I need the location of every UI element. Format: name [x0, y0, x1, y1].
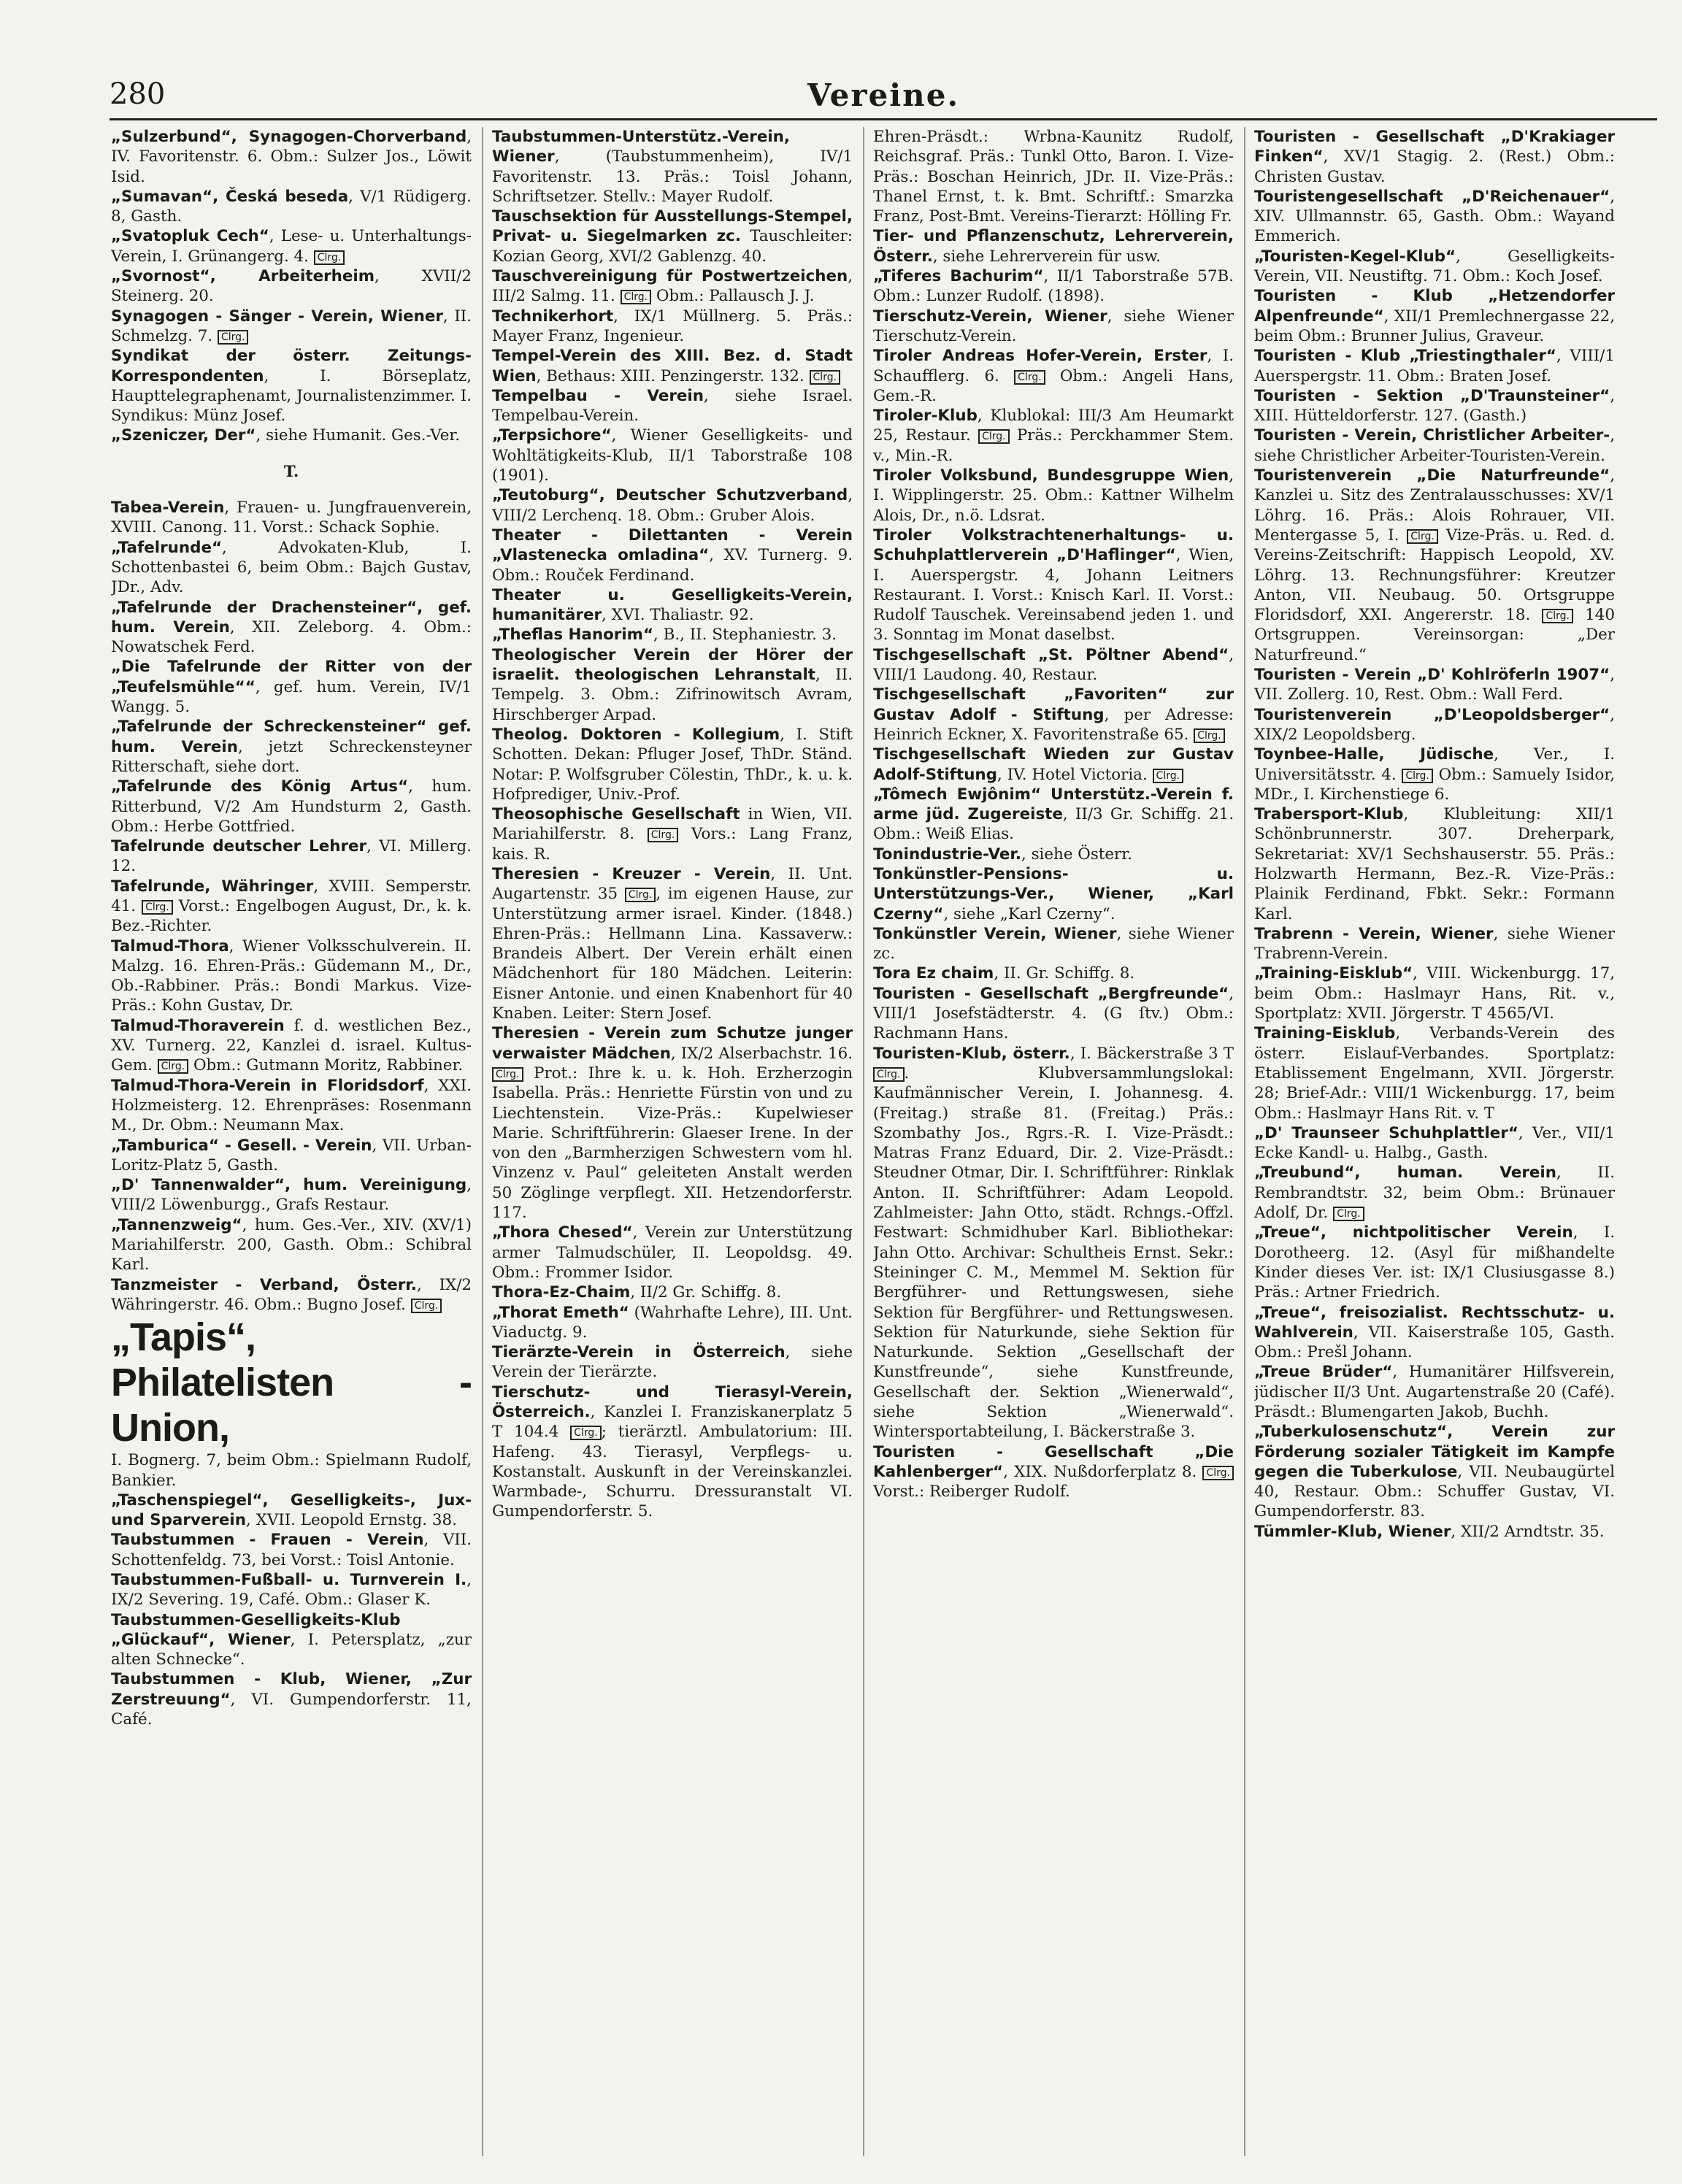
directory-entry: „Tuberkulosenschutz“, Verein zur Förderung sozialer Tätigkeit im Kampfe gegen die Tuberkulose, VII. Neubaugürtel 40, Restaur. Obm.: Schuffer Gustav, VI. Gumpendorferstr. 83.: [1254, 1423, 1615, 1521]
directory-entry: Tiroler Volksbund, Bundesgruppe Wien, I. Wipplingerstr. 25. Obm.: Kattner Wilhelm Alois, Dr., n.ö. Ldsrat.: [873, 466, 1234, 525]
directory-entry: Tiroler Andreas Hofer-Verein, Erster, I. Schaufflerg. 6. Clrg. Obm.: Angeli Hans, Gem.-R.: [873, 346, 1234, 406]
column-divider: [1244, 127, 1245, 2156]
clearing-badge: [1333, 1207, 1364, 1221]
directory-entry: Touristen - Gesellschaft „Bergfreunde“, VIII/1 Josefstädterstr. 4. (G ſtv.) Obm.: Rachmann Hans.: [873, 984, 1234, 1043]
clearing-badge: [492, 1067, 523, 1082]
directory-entry: Theresien - Verein zum Schutze junger verwaister Mädchen, IX/2 Alserbachstr. 16. Clrg. Prot.: Ihre k. u. k. Hoh. Erzherzogin Isabella. Präs.: Henriette Fürstin von und zu Liechtenstein. Vize-Präs.: Kupelwieser Marie. Schriftführerin: Glaeser Irene. In der von den „Barmherzigen Schwestern vom hl. Vinzenz v. Paul“ geleiteten Anstalt werden 50 Zöglinge verpflegt. XII. Hetzendorferstr. 117.: [492, 1023, 853, 1223]
clearing-badge: [873, 1067, 905, 1082]
clearing-badge: [810, 370, 841, 385]
directory-entry: Tierschutz- und Tierasyl-Verein, Österreich., Kanzlei I. Franziskanerplatz 5 T 104.4 Clrg.; tierärztl. Ambulatorium: III. Hafeng. 43. Tierasyl, Verpflegs- u. Kostanstalt. Auskunft in der Vereinskanzlei. Warmbade-, Schurru. Dressuranstalt VI. Gumpendorferstr. 5.: [492, 1383, 853, 1522]
running-title: Vereine.: [807, 77, 960, 113]
directory-entry: „Sulzerbund“, Synagogen-Chorverband, IV. Favoritenstr. 6. Obm.: Sulzer Jos., Löwit Isid.: [111, 128, 472, 186]
directory-entry: Tierärzte-Verein in Österreich, siehe Verein der Tierärzte.: [492, 1343, 853, 1382]
directory-entry: Tümmler-Klub, Wiener, XII/2 Arndtstr. 35.: [1254, 1522, 1605, 1541]
column-divider: [863, 127, 864, 2156]
directory-entry: Touristenverein „D'Leopoldsberger“, XIX/2 Leopoldsberg.: [1254, 705, 1615, 744]
directory-entry: Taubstummen-Fußball- u. Turnverein I., IX/2 Severing. 19, Café. Obm.: Glaser K.: [111, 1571, 472, 1610]
clearing-badge: [1014, 370, 1045, 385]
clearing-badge: [142, 900, 173, 915]
clearing-badge: [1402, 769, 1433, 783]
directory-entry: „Thora Chesed“, Verein zur Unterstützung armer Talmudschüler, II. Leopoldsg. 49. Obm.: Frommer Isidor.: [492, 1223, 853, 1282]
directory-entry: Talmud-Thora-Verein in Floridsdorf, XXI. Holzmeisterg. 12. Ehrenpräses: Rosenmann M., Dr. Obm.: Neumann Max.: [111, 1076, 472, 1135]
clearing-badge: [1194, 728, 1225, 743]
directory-entry: Touristen - Sektion „D'Traunsteiner“, XIII. Hütteldorferstr. 127. (Gasth.): [1254, 386, 1615, 426]
directory-entry: „Tannenzweig“, hum. Ges.-Ver., XIV. (XV/1) Mariahilferstr. 200, Gasth. Obm.: Schibral Karl.: [111, 1215, 472, 1274]
directory-entry: Training-Eisklub, Verbands-Verein des österr. Eislauf-Verbandes. Sportplatz: Etablissement Engelmann, XVII. Jörgerstr. 28; Brief-Adr.: VIII/1 Wickenburgg. 17, beim Obm.: Haslmayr Hans Rit. v. T: [1254, 1024, 1615, 1123]
clearing-badge: [218, 330, 249, 345]
directory-entry: „Tamburica“ - Gesell. - Verein, VII. Urban-Loritz-Platz 5, Gasth.: [111, 1136, 472, 1174]
directory-entry: Theolog. Doktoren - Kollegium, I. Stift Schotten. Dekan: Pfluger Josef, ThDr. Ständ. Notar: P. Wolfsgruber Cölestin, ThDr., k. u. k. Hofprediger, Univ.-Prof.: [492, 725, 853, 804]
clearing-badge: [648, 828, 679, 842]
directory-entry: Theater - Dilettanten - Verein „Vlastenecka omladina“, XV. Turnerg. 9. Obm.: Rouček Ferdinand.: [492, 526, 853, 585]
directory-entry: „Treubund“, human. Verein, II. Rembrandtstr. 32, beim Obm.: Brünauer Adolf, Dr. Clrg.: [1254, 1163, 1615, 1223]
directory-entry: „Szeniczer, Der“, siehe Humanit. Ges.-Ver.: [111, 426, 461, 445]
directory-entry: Tischgesellschaft „St. Pöltner Abend“, VIII/1 Laudong. 40, Restaur.: [873, 645, 1234, 685]
directory-entry: Tiroler-Klub, Klublokal: III/3 Am Heumarkt 25, Restaur. Clrg. Präs.: Perckhammer Stem. v., Min.-R.: [873, 406, 1234, 466]
directory-entry: „Theflas Hanorim“, B., II. Stephaniestr. 3.: [492, 626, 837, 645]
directory-entry: Talmud-Thora, Wiener Volksschulverein. II. Malzg. 16. Ehren-Präs.: Güdemann M., Dr., Ob.-Rabbiner. Präs.: Bondi Markus. Vize-Präs.: Kohn Gustav, Dr.: [111, 937, 472, 1015]
directory-entry: „Tapis“, Philatelisten - Union,: [111, 1315, 472, 1450]
directory-entry: Taubstummen-Geselligkeits-Klub „Glückauf“, Wiener, I. Petersplatz, „zur alten Schnecke“.: [111, 1610, 472, 1669]
directory-entry: Tonindustrie-Ver., siehe Österr.: [873, 845, 1132, 864]
directory-entry: Tischgesellschaft Wieden zur Gustav Adolf-Stiftung, IV. Hotel Victoria. Clrg.: [873, 745, 1234, 785]
clearing-badge: [411, 1299, 442, 1313]
directory-entry: Tafelrunde deutscher Lehrer, VI. Millerg. 12.: [111, 837, 472, 876]
directory-entry: T.: [283, 462, 299, 481]
directory-entry: „Svornost“, Arbeiterheim, XVII/2 Steinerg. 20.: [111, 267, 472, 306]
directory-entry: Thora-Ez-Chaim, II/2 Gr. Schiffg. 8.: [492, 1283, 782, 1302]
clearing-badge: [158, 1059, 189, 1074]
directory-entry: Synagogen - Sänger - Verein, Wiener, II. Schmelzg. 7. Clrg.: [111, 307, 472, 347]
column-2: [492, 127, 853, 2156]
directory-entry: Touristen-Klub, österr., I. Bäckerstraße 3 T Clrg.. Klubversammlungslokal: Kaufmännischer Verein, I. Johannesg. 4. (Freitag.) straße 81. (Freitag.) Präs.: Szombathy Jos., Rgrs.-R. I. Vize-Präsdt.: Matras Franz Eduard, Dir. 2. Vize-Präsdt.: Steudner Otmar, Dir. I. Schriftführer: Rinklak Anton. II. Schriftführer: Adam Leopold. Zahlmeister: Jahn Otto, städt. Rchngs.-Offzl. Festwart: Schmidhuber Karl. Bibliothekar: Jahn Otto. Archivar: Schultheis Ernst. Sekr.: Steininger C. M., Memmel M. Sektion für Bergführer- und Rettungswesen, siehe Sektion für Bergführer- und Rettungswesen. Sektion für Naturkunde, siehe Sektion für Naturkunde. Sektion „Gesellschaft der Kunstfreunde“, siehe Kunstfreunde, Gesellschaft der. Sektion „Wienerwald“, siehe Sektion „Wienerwald“. Wintersportabteilung, I. Bäckerstraße 3.: [873, 1044, 1234, 1442]
directory-entry: Tischgesellschaft „Favoriten“ zur Gustav Adolf - Stiftung, per Adresse: Heinrich Eckner, X. Favoritenstraße 65. Clrg.: [873, 685, 1234, 745]
directory-entry: „D' Tannenwalder“, hum. Vereinigung, VIII/2 Löwenburgg., Grafs Restaur.: [111, 1176, 472, 1215]
directory-entry: Trabersport-Klub, Klubleitung: XII/1 Schönbrunnerstr. 307. Dreherpark, Sekretariat: XV/1 Sechshauserstr. 55. Präs.: Holzwarth Hermann, Bez.-R. Vize-Präs.: Plainik Ferdinand, Fbkt. Sekr.: Formann Karl.: [1254, 805, 1615, 923]
directory-entry: Tierschutz-Verein, Wiener, siehe Wiener Tierschutz-Verein.: [873, 307, 1234, 345]
clearing-badge: [570, 1426, 602, 1440]
directory-entry: Tabea-Verein, Frauen- u. Jungfrauenverein, XVIII. Canong. 11. Vorst.: Schack Sophie.: [111, 499, 472, 537]
column-4: [1254, 127, 1615, 2156]
directory-entry: Touristen - Gesellschaft „D'Krakiager Finken“, XV/1 Stagig. 2. (Rest.) Obm.: Christen Gustav.: [1254, 128, 1615, 186]
directory-entry: Theologischer Verein der Hörer der israelit. theologischen Lehranstalt, II. Tempelg. 3. Obm.: Zifrinowitsch Avram, Hirschberger Arpad.: [492, 645, 853, 724]
header-rule: [110, 118, 1657, 120]
directory-entry: Touristen - Klub „Triestingthaler“, VIII/1 Auerspergstr. 11. Obm.: Braten Josef.: [1254, 347, 1615, 385]
directory-entry: „Tômech Ewjônim“ Unterstütz.-Verein f. arme jüd. Zugereiste, II/3 Gr. Schiffg. 21. Obm.: Weiß Elias.: [873, 785, 1234, 844]
directory-entry: Touristen - Verein, Christlicher Arbeiter-, siehe Christlicher Arbeiter-Touristen-Verein.: [1254, 426, 1615, 465]
page-number: 280: [110, 77, 166, 111]
column-3: [873, 127, 1234, 2156]
directory-entry: „Die Tafelrunde der Ritter von der „Teufelsmühle““, gef. hum. Verein, IV/1 Wangg. 5.: [111, 658, 472, 717]
clearing-badge: [621, 290, 652, 304]
clearing-badge: [625, 888, 656, 902]
directory-entry: „Treue Brüder“, Humanitärer Hilfsverein, jüdischer II/3 Unt. Augartenstraße 20 (Café). Präsdt.: Blumengarten Jakob, Buchh.: [1254, 1363, 1615, 1421]
directory-entry: Tanzmeister - Verband, Österr., IX/2 Währingerstr. 46. Obm.: Bugno Josef. Clrg.: [111, 1275, 472, 1315]
clearing-badge: [978, 429, 1010, 444]
directory-entry: Tonkünstler-Pensions- u. Unterstützungs-Ver., Wiener, „Karl Czerny“, siehe „Karl Czerny“.: [873, 864, 1234, 923]
directory-entry: Taubstummen - Frauen - Verein, VII. Schottenfeldg. 73, bei Vorst.: Toisl Antonie.: [111, 1531, 472, 1569]
directory-entry: Theresien - Kreuzer - Verein, II. Unt. Augartenstr. 35 Clrg., im eigenen Hause, zur Unterstützung armer israel. Kinder. (1848.) Ehren-Präs.: Hellmann Lina. Kassaverw.: Brandeis Albert. Der Verein erhält einen Mädchenhort für 180 Mädchen. Leiterin: Eisner Antonie. und einen Knabenhort für 40 Knaben. Leiter: Stern Josef.: [492, 864, 853, 1023]
directory-entry: Ehren-Präsdt.: Wrbna-Kaunitz Rudolf, Reichsgraf. Präs.: Tunkl Otto, Baron. I. Vize-Präs.: Boschan Heinrich, JDr. II. Vize-Präs.: Thanel Ernst, t. k. Bmt. Schriftf.: Smarzka Franz, Post-Bmt. Vereins-Tierarzt: Hölling Fr.: [873, 128, 1234, 226]
column-divider: [482, 127, 483, 2156]
directory-entry: Toynbee-Halle, Jüdische, Ver., I. Universitätsstr. 4. Clrg. Obm.: Samuely Isidor, MDr., I. Kirchenstiege 6.: [1254, 745, 1615, 804]
column-1: [111, 127, 472, 2156]
directory-entry: „Tiferes Bachurim“, II/1 Taborstraße 57B. Obm.: Lunzer Rudolf. (1898).: [873, 267, 1234, 306]
directory-entry: Tora Ez chaim, II. Gr. Schiffg. 8.: [873, 964, 1135, 983]
directory-entry: Tauschsektion für Ausstellungs-Stempel, Privat- u. Siegelmarken zc. Tauschleiter: Kozian Georg, XVI/2 Gablenzg. 40.: [492, 207, 853, 266]
directory-entry: „Teutoburg“, Deutscher Schutzverband, VIII/2 Lerchenq. 18. Obm.: Gruber Alois.: [492, 486, 853, 525]
directory-entry: „Treue“, freisozialist. Rechtsschutz- u. Wahlverein, VII. Kaiserstraße 105, Gasth. Obm.: Prešl Johann.: [1254, 1303, 1615, 1362]
directory-entry: „Tafelrunde des König Artus“, hum. Ritterbund, V/2 Am Hundsturm 2, Gasth. Obm.: Herbe Gottfried.: [111, 777, 472, 836]
directory-entry: Touristen - Gesellschaft „Die Kahlenberger“, XIX. Nußdorferplatz 8. Clrg. Vorst.: Reiberger Rudolf.: [873, 1442, 1234, 1502]
directory-entry: Touristen - Verein „D' Kohlröferln 1907“, VII. Zollerg. 10, Rest. Obm.: Wall Ferd.: [1254, 666, 1615, 704]
directory-entry: Tauschvereinigung für Postwertzeichen, III/2 Salmg. 11. Clrg. Obm.: Pallausch J. J.: [492, 266, 853, 307]
directory-entry: „Tafelrunde der Drachensteiner“, gef. hum. Verein, XII. Zeleborg. 4. Obm.: Nowatschek Ferd.: [111, 598, 472, 657]
directory-entry: „Tafelrunde“, Advokaten-Klub, I. Schottenbastei 6, beim Obm.: Bajch Gustav, JDr., Adv.: [111, 538, 472, 597]
directory-entry: Tempelbau - Verein, siehe Israel. Tempelbau-Verein.: [492, 386, 853, 426]
directory-entry: Tiroler Volkstrachtenerhaltungs- u. Schuhplattlerverein „D'Haflinger“, Wien, I. Auerspergstr. 4, Johann Leitners Restaurant. I. Vorst.: Knisch Karl. II. Vorst.: Rudolf Tauschek. Vereinsabend jeden 1. und 3. Sonntag im Monat daselbst.: [873, 526, 1234, 645]
directory-entry: „Tafelrunde der Schreckensteiner“ gef. hum. Verein, jetzt Schreckensteyner Ritterschaft, siehe dort.: [111, 718, 472, 776]
directory-entry: Touristen - Klub „Hetzendorfer Alpenfreunde“, XII/1 Premlechnergasse 22, beim Obm.: Brunner Julius, Graveur.: [1254, 287, 1615, 345]
page-header: [110, 77, 1657, 121]
directory-entry: Taubstummen - Klub, Wiener, „Zur Zerstreuung“, VI. Gumpendorferstr. 11, Café.: [111, 1670, 472, 1729]
directory-entry: „Training-Eisklub“, VIII. Wickenburgg. 17, beim Obm.: Haslmayr Hans, Rit. v., Sportplatz: XVII. Jörgerstr. T 4565/VI.: [1254, 964, 1615, 1023]
directory-entry: Technikerhort, IX/1 Müllnerg. 5. Präs.: Mayer Franz, Ingenieur.: [492, 307, 853, 345]
clearing-badge: [1202, 1466, 1234, 1480]
directory-entry: Theater u. Geselligkeits-Verein, humanitärer, XVI. Thaliastr. 92.: [492, 585, 853, 625]
directory-entry: Tempel-Verein des XIII. Bez. d. Stadt Wien, Bethaus: XIII. Penzingerstr. 132. Clrg.: [492, 346, 853, 386]
directory-entry: Talmud-Thoraverein f. d. westlichen Bez., XV. Turnerg. 22, Kanzlei d. israel. Kultus-Gem. Clrg. Obm.: Gutmann Moritz, Rabbiner.: [111, 1016, 472, 1076]
directory-entry: Touristengesellschaft „D'Reichenauer“, XIV. Ullmannstr. 65, Gasth. Obm.: Wayand Emmerich.: [1254, 187, 1615, 246]
directory-entry: „Treue“, nichtpolitischer Verein, I. Dorotheerg. 12. (Asyl für mißhandelte Kinder dieses Ver. ist: IX/1 Clusiusgasse 8.) Präs.: Artner Friedrich.: [1254, 1223, 1615, 1302]
directory-entry: „D' Traunseer Schuhplattler“, Ver., VII/1 Ecke Kandl- u. Halbg., Gasth.: [1254, 1123, 1615, 1163]
directory-entry: Touristenverein „Die Naturfreunde“, Kanzlei u. Sitz des Zentralausschusses: XV/1 Löhrg. 16. Präs.: Alois Rohrauer, VII. Mentergasse 5, I. Clrg. Vize-Präs. u. Red. d. Vereins-Zeitschrift: Happisch Leopold, XV. Löhrg. 13. Rechnungsführer: Kreutzer Anton, VII. Neubaug. 50. Ortsgruppe Floridsdorf, XXI. Angererstr. 18. Clrg. 140 Ortsgruppen. Vereinsorgan: „Der Naturfreund.“: [1254, 466, 1615, 665]
directory-entry: „Sumavan“, Česká beseda, V/1 Rüdigerg. 8, Gasth.: [111, 187, 472, 226]
directory-entry: „Svatopluk Cech“, Lese- u. Unterhaltungs-Verein, I. Grünangerg. 4. Clrg.: [111, 226, 472, 266]
directory-entry: Syndikat der österr. Zeitungs-Korrespondenten, I. Börseplatz, Haupttelegraphenamt, Journalistenzimmer. I. Syndikus: Münz Josef.: [111, 347, 472, 426]
directory-entry: Theosophische Gesellschaft in Wien, VII. Mariahilferstr. 8. Clrg. Vors.: Lang Franz, kais. R.: [492, 804, 853, 864]
directory-entry: „Thorat Emeth“ (Wahrhafte Lehre), III. Unt. Viaductg. 9.: [492, 1303, 853, 1342]
directory-entry: Tonkünstler Verein, Wiener, siehe Wiener zc.: [873, 924, 1234, 964]
directory-entry: Tafelrunde, Währinger, XVIII. Semperstr. 41. Clrg. Vorst.: Engelbogen August, Dr., k. k. Bez.-Richter.: [111, 877, 472, 937]
clearing-badge: [1153, 769, 1184, 783]
clearing-badge: [314, 250, 345, 265]
directory-entry: „Taschenspiegel“, Geselligkeits-, Jux- und Sparverein, XVII. Leopold Ernstg. 38.: [111, 1491, 472, 1530]
clearing-badge: [1407, 529, 1438, 544]
directory-entry: „Touristen-Kegel-Klub“, Geselligkeits-Verein, VII. Neustiftg. 71. Obm.: Koch Josef.: [1254, 247, 1615, 286]
directory-entry: Tier- und Pflanzenschutz, Lehrerverein, Österr., siehe Lehrerverein für usw.: [873, 227, 1234, 266]
clearing-badge: [1542, 609, 1573, 623]
directory-entry: I. Bognerg. 7, beim Obm.: Spielmann Rudolf, Bankier.: [111, 1451, 472, 1490]
directory-entry: „Terpsichore“, Wiener Geselligkeits- und Wohltätigkeits-Klub, II/1 Taborstraße 108 (1901).: [492, 426, 853, 485]
directory-entry: Taubstummen-Unterstütz.-Verein, Wiener, (Taubstummenheim), IV/1 Favoritenstr. 13. Präs.: Toisl Johann, Schriftsetzer. Stellv.: Mayer Rudolf.: [492, 128, 853, 206]
directory-entry: Trabrenn - Verein, Wiener, siehe Wiener Trabrenn-Verein.: [1254, 924, 1615, 964]
